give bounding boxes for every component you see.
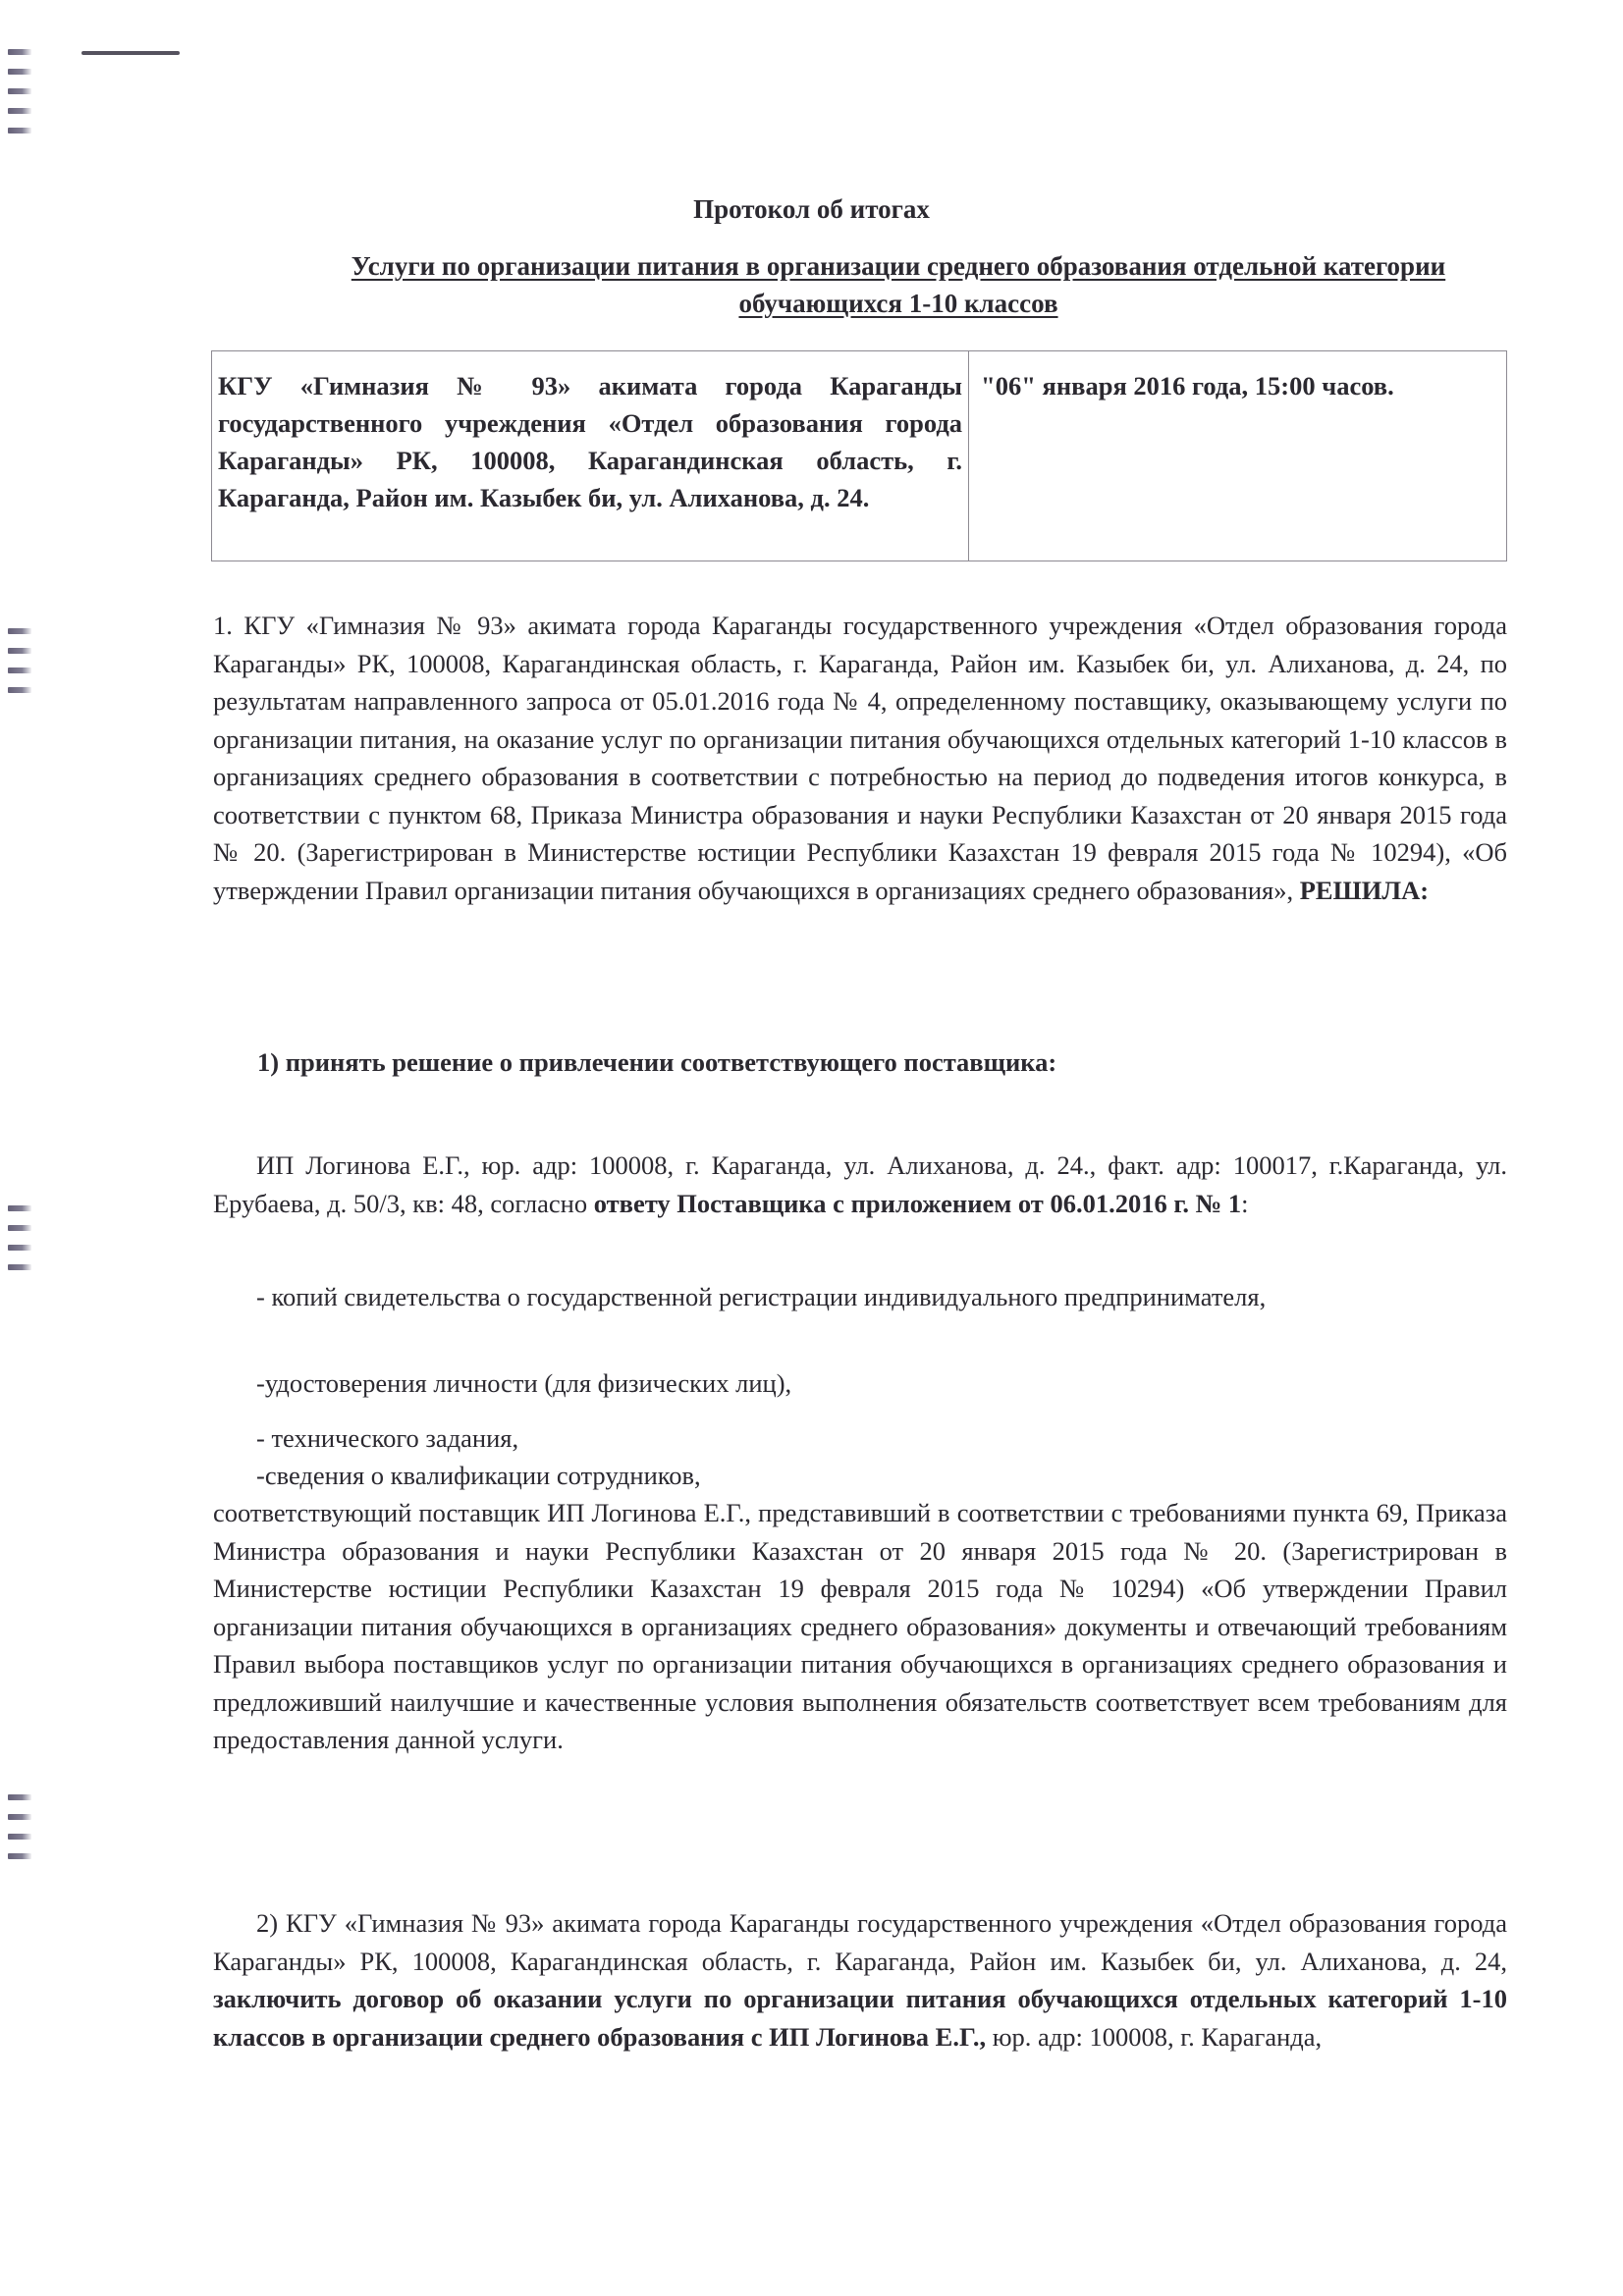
organization-cell: КГУ «Гимназия № 93» акимата города Караганды государственного учреждения «Отдел образования города Караганды» РК, 100008, Карагандинская область, г. Караганда, Район им. Казыбек би, ул. Алиханова, д. 24. [212, 351, 969, 561]
header-table-row [212, 351, 1507, 561]
supplier-paragraph [213, 1147, 1507, 1222]
decision-2-contract: заключить договор об оказании услуги по организации питания обучающихся отдельных категорий 1-10 классов в организации среднего образования с ИП Логинова Е.Г., [213, 1984, 1507, 2052]
document-title: Протокол об итогах [693, 194, 930, 224]
document-list-item: - технического задания, [256, 1423, 519, 1453]
document-list-item: -удостоверения личности (для физических лиц), [256, 1368, 792, 1398]
supplier-suffix: : [1241, 1188, 1249, 1218]
decision-1: 1) принять решение о привлечении соответствующего поставщика: [257, 1047, 1057, 1077]
document-list-item: -сведения о квалификации сотрудников, [256, 1461, 701, 1490]
decision-2-prefix: 2) КГУ «Гимназия № 93» акимата города Караганды государственного учреждения «Отдел образования города Караганды» РК, 100008, Карагандинская область, г. Караганда, Район им. Казыбек би, ул. Алиханова, д. 24, [213, 1908, 1507, 1976]
header-table [211, 350, 1507, 561]
conclusion-paragraph: соответствующий поставщик ИП Логинова Е.Г., представивший в соответствии с требованиями пункта 69, Приказа Министра образования и науки Республики Казахстан от 20 января 2015 года № 20. (Зарегистрирован в Министерстве юстиции Республики Казахстан 19 февраля 2015 года № 10294) «Об утверждении Правил организации питания обучающихся в организациях среднего образования» документы и отвечающий требованиям Правил выбора поставщиков услуг по организации питания обучающихся в организациях среднего образования и предложивший наилучшие и качественные условия выполнения обязательств соответствует всем требованиям для предоставления данной услуги. [213, 1498, 1507, 1754]
supplier-reply-reference: ответу Поставщика с приложением от 06.01.2016 г. № 1 [593, 1188, 1242, 1218]
datetime-cell: "06" января 2016 года, 15:00 часов. [969, 351, 1507, 561]
paragraph-1 [213, 607, 1507, 909]
document-list-item: - копий свидетельства о государственной регистрации индивидуального предпринимателя, [256, 1282, 1267, 1311]
decision-2-suffix: юр. адр: 100008, г. Караганда, [986, 2021, 1323, 2052]
document-subtitle: Услуги по организации питания в организации среднего образования отдельной категории обучающихся 1-10 классов [351, 251, 1446, 318]
scan-artifact-rule [81, 51, 180, 55]
decision-2 [213, 1904, 1507, 2056]
binder-marks-top [8, 49, 31, 147]
paragraph-1-text: 1. КГУ «Гимназия № 93» акимата города Караганды государственного учреждения «Отдел образования города Караганды» РК, 100008, Карагандинская область, г. Караганда, Район им. Казыбек би, ул. Алиханова, д. 24, по результатам направленного запроса от 05.01.2016 года № 4, определенному поставщику, оказывающему услуги по организации питания, на оказание услуг по организации питания обучающихся отдельных категорий 1-10 классов в организациях среднего образования в соответствии с потребностью на период до подведения итогов конкурса, в соответствии с пунктом 68, Приказа Министра образования и науки Республики Казахстан от 20 января 2015 года № 20. (Зарегистрирован в Министерстве юстиции Республики Казахстан 19 февраля 2015 года № 10294), «Об утверждении Правил организации питания обучающихся в организациях среднего образования», [213, 611, 1507, 905]
binder-marks-bottom [8, 1794, 31, 1873]
resolution-label: РЕШИЛА: [1299, 875, 1430, 905]
supplier-text: ИП Логинова Е.Г., юр. адр: 100008, г. Караганда, ул. Алиханова, д. 24., факт. адр: 100017, г.Караганда, ул. Ерубаева, д. 50/3, кв: 48, согласно [213, 1150, 1507, 1218]
binder-marks-lower [8, 1205, 31, 1284]
binder-marks-upper [8, 628, 31, 707]
